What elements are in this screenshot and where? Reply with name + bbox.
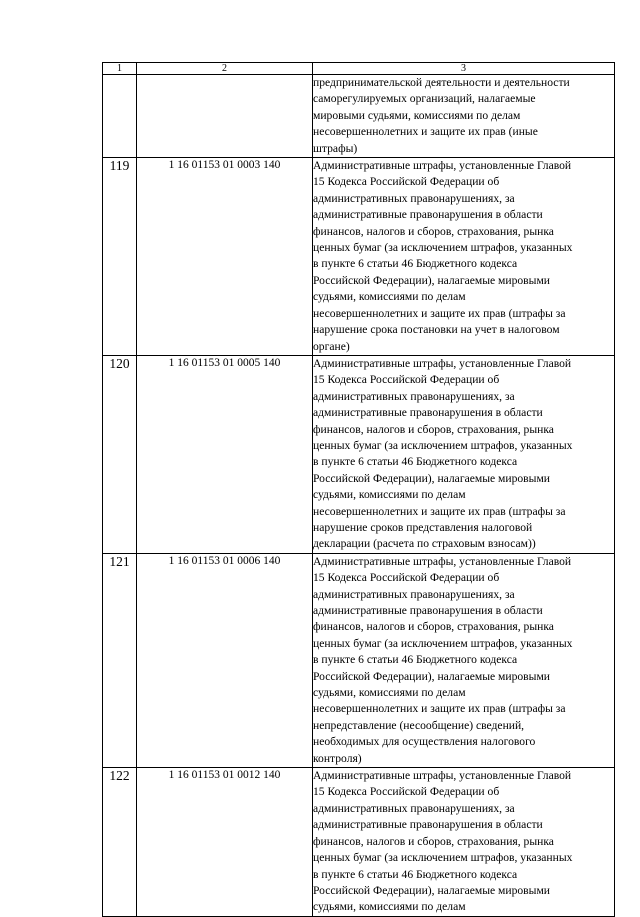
budget-code: 1 16 01153 01 0005 140 — [137, 355, 313, 553]
table-header-row — [103, 63, 615, 75]
row-description: предпринимательской деятельности и деятельности саморегулируемых организаций, налагаемые мировыми судьями, комиссиями по делам несовершеннолетних и защите их прав (иные штрафы) — [313, 75, 615, 158]
budget-code — [137, 75, 313, 158]
row-number: 120 — [103, 355, 137, 553]
row-description: Административные штрафы, установленные Главой 15 Кодекса Российской Федерации об административных правонарушениях, за административные правонарушения в области финансов, налогов и сборов, страхования, рынка ценных бумаг (за исключением штрафов, указанных в пункте 6 статьи 46 Бюджетного кодекса Российской Федерации), налагаемые мировыми судьями, комиссиями по делам несовершеннолетних и защите их прав (штрафы за нарушение сроков представления налоговой декларации (расчета по страховым взносам)) — [313, 355, 615, 553]
row-number: 122 — [103, 768, 137, 917]
budget-code: 1 16 01153 01 0012 140 — [137, 768, 313, 917]
budget-code: 1 16 01153 01 0003 140 — [137, 158, 313, 356]
row-number: 121 — [103, 553, 137, 767]
row-description: Административные штрафы, установленные Главой 15 Кодекса Российской Федерации об административных правонарушениях, за административные правонарушения в области финансов, налогов и сборов, страхования, рынка ценных бумаг (за исключением штрафов, указанных в пункте 6 статьи 46 Бюджетного кодекса Российской Федерации), налагаемые мировыми судьями, комиссиями по делам несовершеннолетних и защите их прав (штрафы за нарушение срока постановки на учет в налоговом органе) — [313, 158, 615, 356]
table-row — [103, 75, 615, 158]
budget-codes-table — [102, 62, 615, 917]
table-row — [103, 158, 615, 356]
column-header-3: 3 — [313, 63, 615, 75]
column-header-2: 2 — [137, 63, 313, 75]
budget-code: 1 16 01153 01 0006 140 — [137, 553, 313, 767]
table-row — [103, 355, 615, 553]
row-description: Административные штрафы, установленные Главой 15 Кодекса Российской Федерации об административных правонарушениях, за административные правонарушения в области финансов, налогов и сборов, страхования, рынка ценных бумаг (за исключением штрафов, указанных в пункте 6 статьи 46 Бюджетного кодекса Российской Федерации), налагаемые мировыми судьями, комиссиями по делам несовершеннолетних и защите их прав (штрафы за непредставление (несообщение) сведений, необходимых для осуществления налогового контроля) — [313, 553, 615, 767]
row-number — [103, 75, 137, 158]
column-header-1: 1 — [103, 63, 137, 75]
table-row — [103, 553, 615, 767]
row-number: 119 — [103, 158, 137, 356]
row-description: Административные штрафы, установленные Главой 15 Кодекса Российской Федерации об административных правонарушениях, за административные правонарушения в области финансов, налогов и сборов, страхования, рынка ценных бумаг (за исключением штрафов, указанных в пункте 6 статьи 46 Бюджетного кодекса Российской Федерации), налагаемые мировыми судьями, комиссиями по делам — [313, 768, 615, 917]
table-row — [103, 768, 615, 917]
